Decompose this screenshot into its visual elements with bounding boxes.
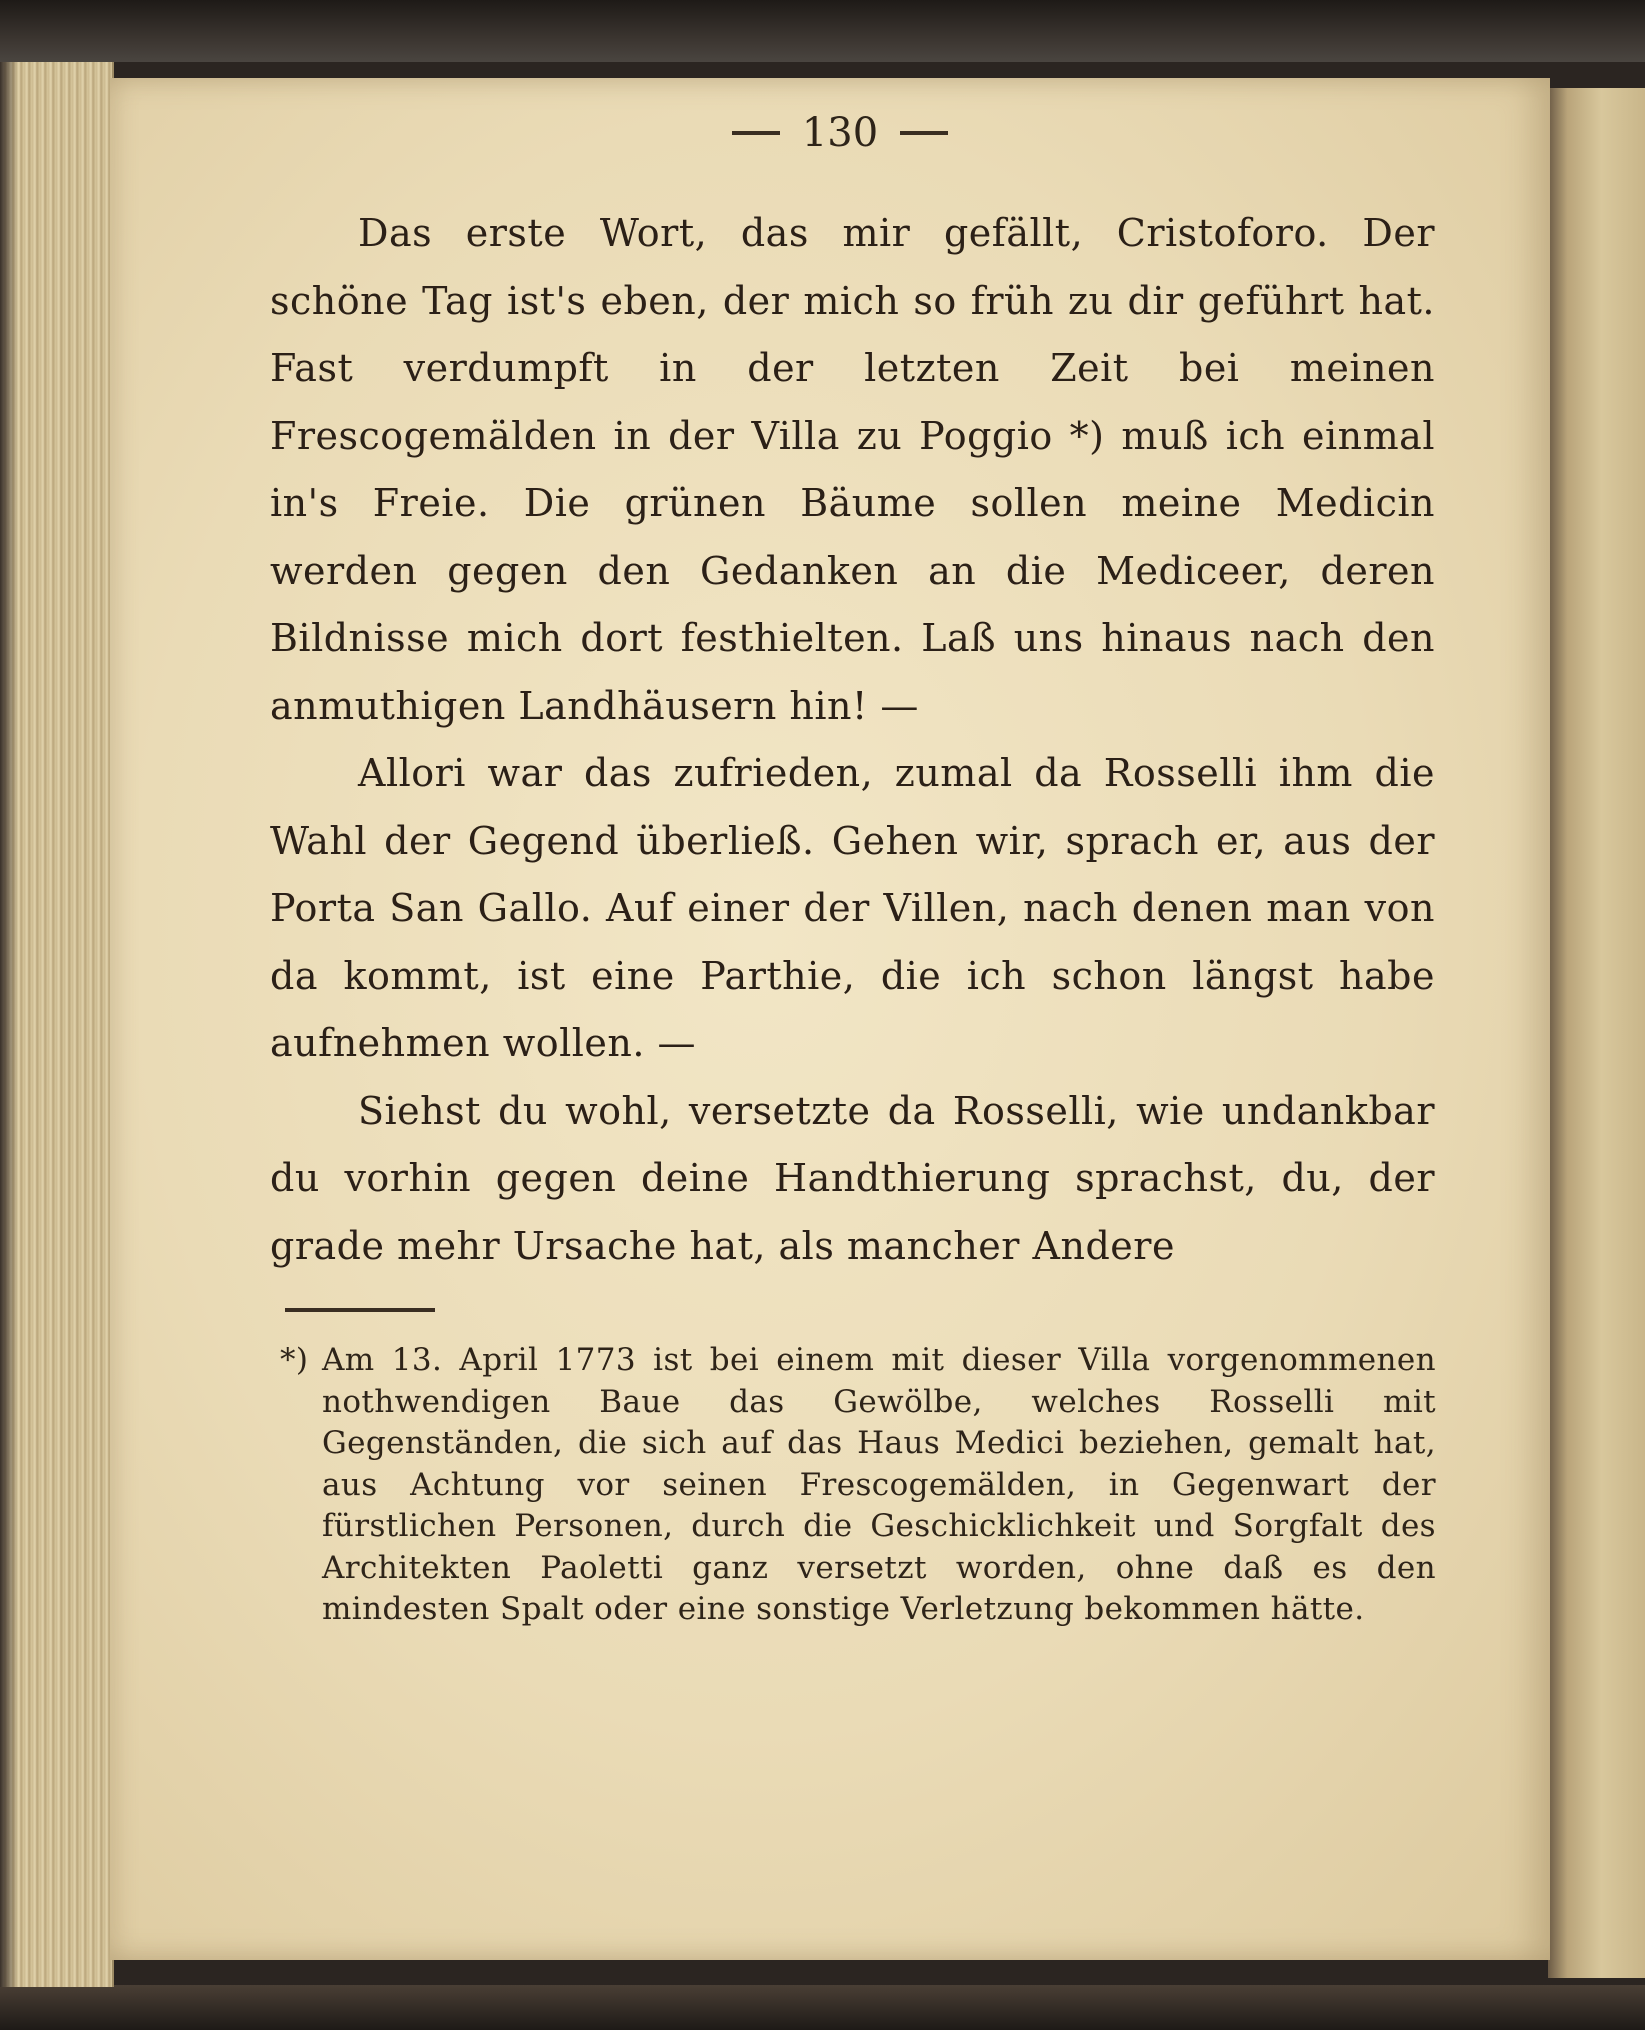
- paragraph: Das erste Wort, das mir gefällt, Cristoforo. Der schöne Tag ist's eben, der mich so früh zu dir geführt hat. Fast verdumpft in der letzten Zeit bei meinen Frescogemälden in der Villa zu Poggio *) muß ich einmal in's Freie. Die grünen Bäume sollen meine Medicin werden gegen den Gedanken an die Mediceer, deren Bildnisse mich dort festhielten. Laß uns hinaus nach den anmuthigen Landhäusern hin! —: [270, 211, 1435, 728]
- header-dash-left: [732, 131, 780, 135]
- body-text: [270, 200, 1435, 1280]
- header-dash-right: [900, 131, 948, 135]
- book-cover-top: [0, 0, 1645, 62]
- footnote-text: Am 13. April 1773 ist bei einem mit dieser Villa vorgenommenen nothwendigen Baue das Gewölbe, welches Rosselli mit Gegenständen, die sich auf das Haus Medici beziehen, gemalt hat, aus Achtung vor seinen Frescogemälden, in Gegenwart der fürstlichen Personen, durch die Geschicklichkeit und Sorgfalt des Architekten Paoletti ganz versetzt worden, ohne daß es den mindesten Spalt oder eine sonstige Verletzung bekommen hätte.: [322, 1342, 1436, 1627]
- book-cover-bottom: [0, 1985, 1645, 2030]
- footnote: [280, 1340, 1436, 1631]
- footnote-marker: *): [280, 1342, 309, 1378]
- paragraph: Siehst du wohl, versetzte da Rosselli, wie undankbar du vorhin gegen deine Handthierung sprachst, du, der grade mehr Ursache hat, als mancher Andere: [270, 1088, 1435, 1268]
- page-number: 130: [801, 110, 879, 156]
- page-edges: [0, 62, 114, 1987]
- footnote-separator: [285, 1308, 435, 1312]
- next-page-gutter: [1548, 88, 1645, 1978]
- paragraph: Allori war das zufrieden, zumal da Rosselli ihm die Wahl der Gegend überließ. Gehen wir, sprach er, aus der Porta San Gallo. Auf einer der Villen, nach denen man von da kommt, ist eine Parthie, die ich schon längst habe aufnehmen wollen. —: [270, 751, 1435, 1065]
- page-header: [680, 110, 1000, 160]
